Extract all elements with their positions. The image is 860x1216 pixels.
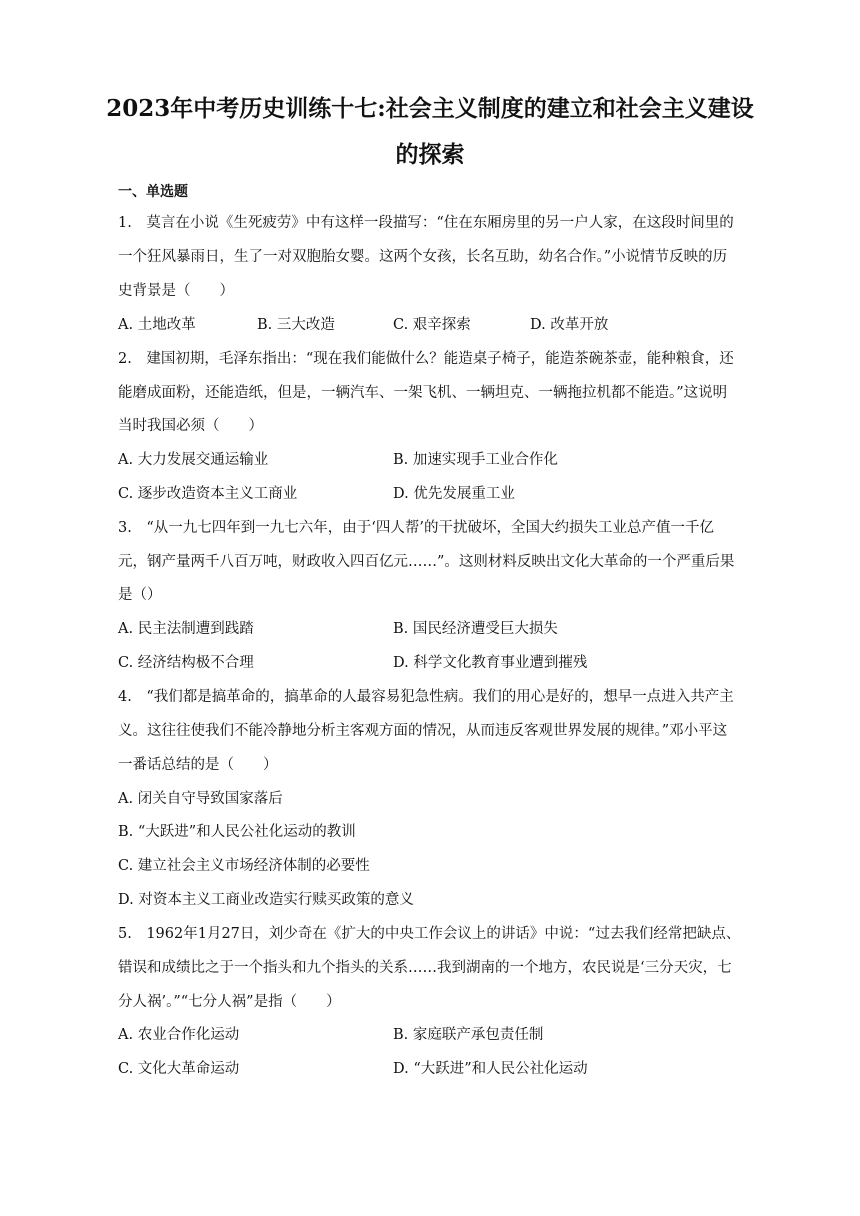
question-4-line-3: 一番话总结的是（ ） [118,757,278,773]
question-4-option-c: C. 建立社会主义市场经济体制的必要性 [118,858,370,874]
title-line-1: 2023年中考历史训练十七:社会主义制度的建立和社会主义建设 [106,95,754,122]
question-1-option-a: A. 土地改革 [118,317,196,333]
question-2-line-2: 能磨成面粉，还能造纸，但是，一辆汽车、一架飞机、一辆坦克、一辆拖拉机都不能造。”这说明 [118,385,728,401]
question-5-option-c: C. 文化大革命运动 [118,1061,240,1077]
question-3-line-2: 元，钢产量两千八百万吨，财政收入四百亿元……”。这则材料反映出文化大革命的一个严重后果 [118,554,735,570]
question-4-line-1: 4. “我们都是搞革命的，搞革命的人最容易犯急性病。我们的用心是好的，想早一点进入共产主 [118,689,734,705]
question-3-option-a: A. 民主法制遭到践踏 [118,621,254,637]
question-4-option-d: D. 对资本主义工商业改造实行赎买政策的意义 [118,892,414,908]
question-2-line-3: 当时我国必须（ ） [118,418,263,434]
question-1-option-d: D. 改革开放 [530,317,609,333]
question-5-line-1: 5. 1962年1月27日，刘少奇在《扩大的中央工作会议上的讲话》中说：“过去我们经常把缺点、 [118,926,741,942]
question-3-option-b: B. 国民经济遭受巨大损失 [393,621,558,637]
question-3-option-d: D. 科学文化教育事业遭到摧残 [393,655,588,671]
question-1-line-1: 1. 莫言在小说《生死疲劳》中有这样一段描写：“住在东厢房里的另一户人家，在这段时间里的 [118,215,734,231]
question-1-option-b: B. 三大改造 [257,317,335,333]
question-1-line-2: 一个狂风暴雨日，生了一对双胞胎女婴。这两个女孩，长名互助，幼名合作。”小说情节反映的历 [118,249,728,265]
question-1-option-c: C. 艰辛探索 [393,317,471,333]
question-5-line-2: 错误和成绩比之于一个指头和九个指头的关系……我到湖南的一个地方，农民说是‘三分天灾，七 [118,960,732,976]
question-2-option-c: C. 逐步改造资本主义工商业 [118,486,298,502]
question-5-option-a: A. 农业合作化运动 [118,1027,240,1043]
question-4-option-a: A. 闭关自守导致国家落后 [118,791,283,807]
question-2-option-a: A. 大力发展交通运输业 [118,452,269,468]
question-2-option-b: B. 加速实现手工业合作化 [393,452,558,468]
question-3-line-1: 3. “从一九七四年到一九七六年，由于‘四人帮’的干扰破坏，全国大约损失工业总产值一千亿 [118,520,714,536]
question-1-line-3: 史背景是（ ） [118,283,234,299]
document-title [100,86,760,178]
question-4-option-b: B. “大跃进”和人民公社化运动的教训 [118,824,356,840]
question-2-option-d: D. 优先发展重工业 [393,486,515,502]
title-line-2: 的探索 [395,141,465,168]
question-4-line-2: 义。这往往使我们不能冷静地分析主客观方面的情况，从而违反客观世界发展的规律。”邓小平这 [118,723,728,739]
question-3-option-c: C. 经济结构极不合理 [118,655,254,671]
question-5-line-3: 分人祸’。”“七分人祸”是指（ ） [118,994,341,1010]
question-3-line-3: 是（） [118,587,162,603]
section-heading: 一、单选题 [118,184,188,200]
question-5-option-d: D. “大跃进”和人民公社化运动 [393,1061,588,1077]
question-5-option-b: B. 家庭联产承包责任制 [393,1027,544,1043]
question-2-line-1: 2. 建国初期，毛泽东指出：“现在我们能做什么？能造桌子椅子，能造茶碗茶壶，能种粮食，还 [118,351,734,367]
